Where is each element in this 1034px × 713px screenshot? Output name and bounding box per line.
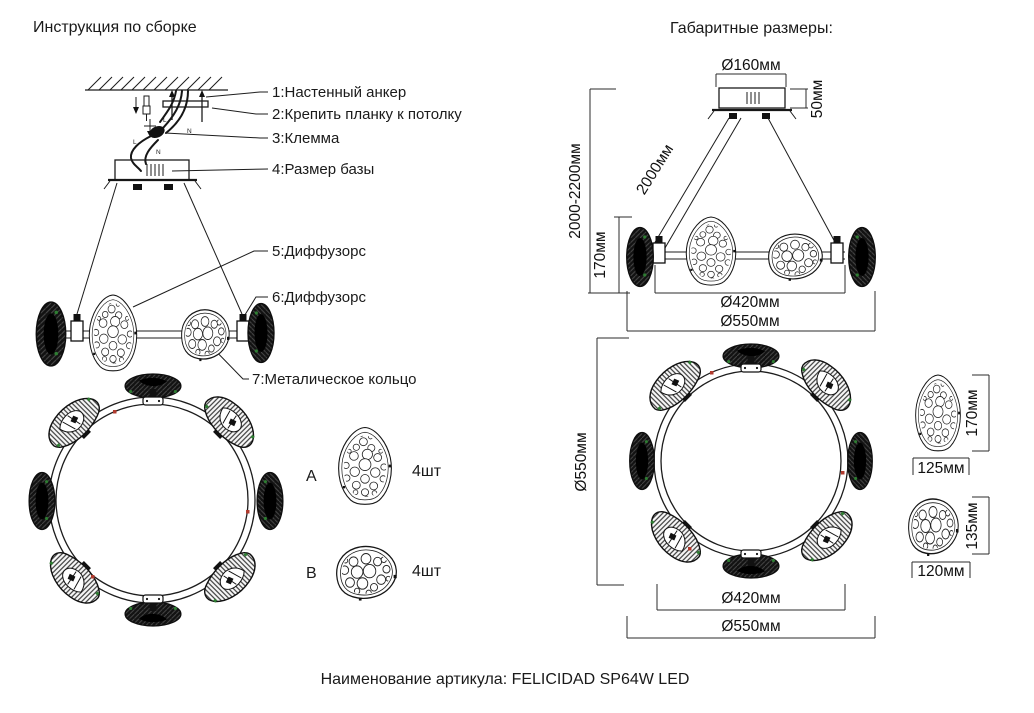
end-diffuser-left [36,302,65,366]
wire-label-n2: N [156,149,161,156]
callout-4: 4:Размер базы [272,161,375,178]
dim-canopy-diameter: Ø160мм [721,57,781,74]
wire-label-n1: N [187,128,192,135]
wire-label-l2: L [133,139,137,146]
legend-b-qty: 4шт [412,563,442,580]
dim-canopy-height: 50мм [809,79,826,119]
dimensions-section [567,20,989,638]
dim-top-overall-horizontal: Ø550мм [721,618,781,635]
legend-b-shape [337,546,397,600]
diffuser-a-detail [913,375,989,477]
legend-b-letter: B [306,565,317,582]
dim-canopy-height-lines [790,89,808,108]
dim-canopy-drawing [708,88,796,119]
dim-diffuser-a-width: 125мм [917,460,965,477]
callout-6: 6:Диффузорс [272,289,366,306]
dim-diffuser-b-width: 120мм [917,563,965,580]
dim-diffuser-b-height: 135мм [964,502,981,550]
dim-top-ring: Ø420мм [721,590,781,607]
dim-fixture-top-view [630,344,873,578]
wire-label-l1: L [163,117,167,124]
dim-body-height: 170мм [592,231,609,279]
diffuser-a-side [89,295,136,371]
ceiling-mount-drawing [85,77,228,190]
callout-5: 5:Диффузорс [272,243,366,260]
suspension-wires-right [654,118,836,248]
dim-suspension-range: 2000-2200мм [567,143,584,239]
diffuser-b-side [182,310,230,361]
fixture-top-view [29,374,283,626]
dim-top-overall-vertical: Ø550мм [573,432,590,492]
diffuser-legend [306,428,442,601]
legend-a-letter: A [306,468,317,485]
callout-2: 2:Крепить планку к потолку [272,106,462,123]
dimensions-title: Габаритные размеры: [670,20,833,37]
dim-overall-diameter: Ø550мм [720,313,780,330]
article-name: Наименование артикула: FELICIDAD SP64W LED [320,671,690,688]
supply-wires [131,91,188,171]
callout-7: 7:Металическое кольцо [252,371,417,388]
dim-top-overall-vertical-lines [597,338,629,585]
legend-a-shape [339,428,392,505]
diffuser-b-detail [909,497,989,580]
ceiling-hatch [88,77,222,90]
down-arrow-icon [133,97,139,114]
dim-wire-length: 2000мм [633,141,678,198]
screwdriver-icon [143,96,150,121]
assembly-title: Инструкция по сборке [33,19,197,36]
callout-3: 3:Клемма [272,130,340,147]
dim-canopy-diameter-lines [716,74,786,87]
assembly-section [29,19,462,626]
dim-ring-diameter: Ø420мм [720,294,780,311]
end-diffuser-right [248,304,274,363]
callout-1: 1:Настенный анкер [272,84,407,101]
dim-diffuser-a-height: 170мм [964,389,981,437]
legend-a-qty: 4шт [412,463,442,480]
base-canopy [104,160,201,190]
